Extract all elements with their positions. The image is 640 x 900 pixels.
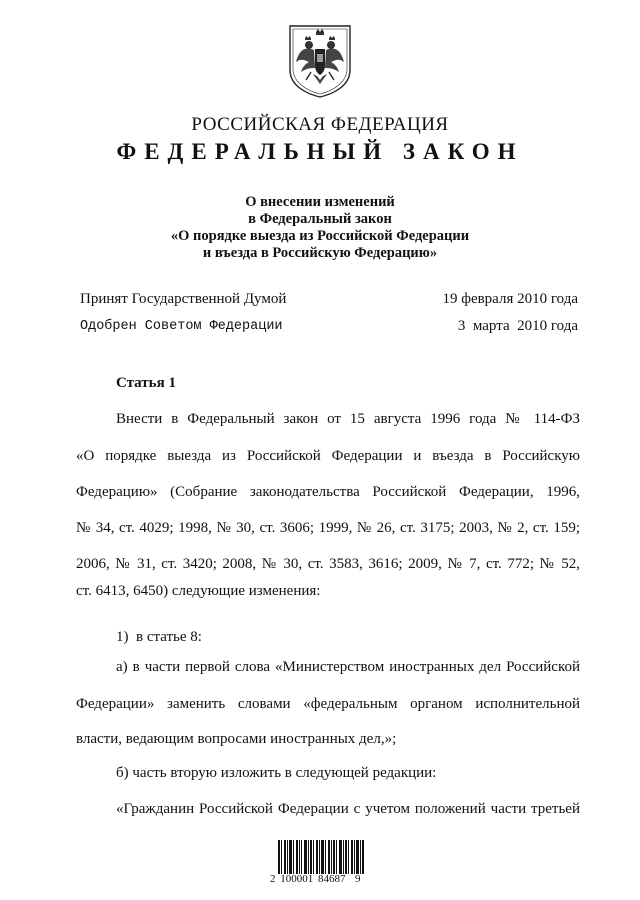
document-type: ФЕДЕРАЛЬНЫЙ ЗАКОН xyxy=(116,139,524,164)
council-approval-label: Одобрен Советом Федерации xyxy=(80,319,283,334)
article-text-line: 2006, № 31, ст. 3420; 2008, № 30, ст. 3583, 3616; 2009, № 7, ст. 772; № 52, xyxy=(76,556,580,572)
amendment-item-1: 1) в статье 8: xyxy=(116,629,202,645)
amendment-item-b: б) часть вторую изложить в следующей редакции: xyxy=(116,765,437,781)
amendment-item-a-line: Федерации» заменить словами «федеральным органом исполнительной xyxy=(76,696,580,712)
country-name: РОССИЙСКАЯ ФЕДЕРАЦИЯ xyxy=(191,114,449,135)
article-heading: Статья 1 xyxy=(116,375,176,391)
barcode-number: 2 100001 84687 9 xyxy=(270,873,361,885)
article-text-line: «О порядке выезда из Российской Федерации и въезда в Российскую xyxy=(76,448,580,464)
title-line: «О порядке выезда из Российской Федерации xyxy=(170,228,470,244)
amendment-item-a-line: власти, ведающим вопросами иностранных дел,»; xyxy=(76,731,397,747)
article-text-line: Внести в Федеральный закон от 15 августа 1996 года № 114-ФЗ xyxy=(116,411,580,427)
council-approval-date: 3 марта 2010 года xyxy=(457,318,578,334)
title-line: О внесении изменений xyxy=(245,194,395,210)
title-line: и въезда в Российскую Федерацию» xyxy=(202,245,438,261)
article-text-line: № 34, ст. 4029; 1998, № 30, ст. 3606; 1999, № 26, ст. 3175; 2003, № 2, ст. 159; xyxy=(76,520,580,536)
double-headed-eagle-emblem xyxy=(287,22,353,98)
duma-adoption-label: Принят Государственной Думой xyxy=(80,291,287,307)
article-text-line: Федерацию» (Собрание законодательства Российской Федерации, 1996, xyxy=(76,484,580,500)
quoted-text-line: «Гражданин Российской Федерации с учетом положений части третьей xyxy=(116,801,580,817)
title-line: в Федеральный закон xyxy=(248,211,392,227)
duma-adoption-date: 19 февраля 2010 года xyxy=(442,291,578,307)
amendment-item-a-line: а) в части первой слова «Министерством иностранных дел Российской xyxy=(116,659,580,675)
law-title xyxy=(0,194,640,262)
article-text-line: ст. 6413, 6450) следующие изменения: xyxy=(76,583,321,599)
